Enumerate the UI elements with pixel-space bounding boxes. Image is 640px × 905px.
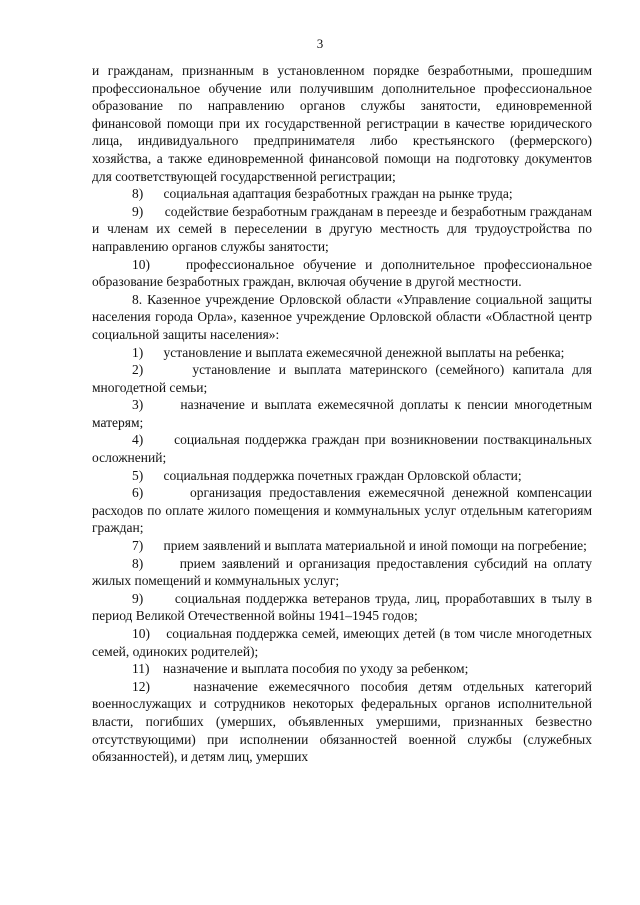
paragraph: 10) социальная поддержка семей, имеющих детей (в том числе многодетных семей, одиноких родителей); [92, 626, 592, 659]
paragraph: 11) назначение и выплата пособия по уходу за ребенком; [132, 661, 469, 677]
document-body [92, 62, 592, 766]
page-number: 3 [316, 36, 324, 51]
paragraph: 12) назначение ежемесячного пособия детям отдельных категорий военнослужащих и сотрудников некоторых федеральных органов исполнительной власти, погибших (умерших, объявленных умершими, признанных безвестно отсутствующими) при исполнении обязанностей военной службы (служебных обязанностей), и детям лиц, умерших [92, 678, 592, 765]
paragraph: 10) профессиональное обучение и дополнительное профессиональное образование безработных граждан, включая обучение в другой местности. [92, 256, 592, 290]
paragraph: 3) назначение и выплата ежемесячной доплаты к пенсии многодетным матерям; [92, 397, 592, 430]
paragraph: 1) установление и выплата ежемесячной денежной выплаты на ребенка; [132, 344, 565, 360]
paragraph: и гражданам, признанным в установленном порядке безработными, прошедшим профессиональное обучение или получившим дополнительное профессиональное образование по направлению органов службы занятости, единовременной финансовой помощи при их государственной регистрации в качестве юридического лица, индивидуального предпринимателя либо крестьянского (фермерского) хозяйства, а также единовременной финансовой помощи на подготовку документов для соответствующей государственной регистрации; [92, 63, 592, 184]
paragraph: 9) содействие безработным гражданам в переезде и безработным гражданам и членам их семей в переселении в другую местность для трудоустройства по направлению органов службы занятости; [92, 203, 592, 254]
paragraph: 4) социальная поддержка граждан при возникновении поствакцинальных осложнений; [92, 432, 592, 466]
paragraph: 8. Казенное учреждение Орловской области «Управление социальной защиты населения города Орла», казенное учреждение Орловской области «Областной центр социальной защиты населения»: [92, 291, 592, 342]
paragraph: 8) социальная адаптация безработных граждан на рынке труда; [132, 186, 513, 202]
paragraph: 6) организация предоставления ежемесячной денежной компенсации расходов по оплате жилого помещения и коммунальных услуг отдельным категориям граждан; [92, 485, 592, 536]
paragraph: 9) социальная поддержка ветеранов труда, лиц, проработавших в тылу в период Великой Отечественной войны 1941–1945 годов; [92, 590, 592, 624]
paragraph: 2) установление и выплата материнского (семейного) капитала для многодетной семьи; [92, 362, 592, 395]
paragraph: 5) социальная поддержка почетных граждан Орловской области; [132, 467, 522, 483]
paragraph: 7) прием заявлений и выплата материальной и иной помощи на погребение; [132, 538, 587, 554]
paragraph: 8) прием заявлений и организация предоставления субсидий на оплату жилых помещений и коммунальных услуг; [92, 555, 592, 589]
